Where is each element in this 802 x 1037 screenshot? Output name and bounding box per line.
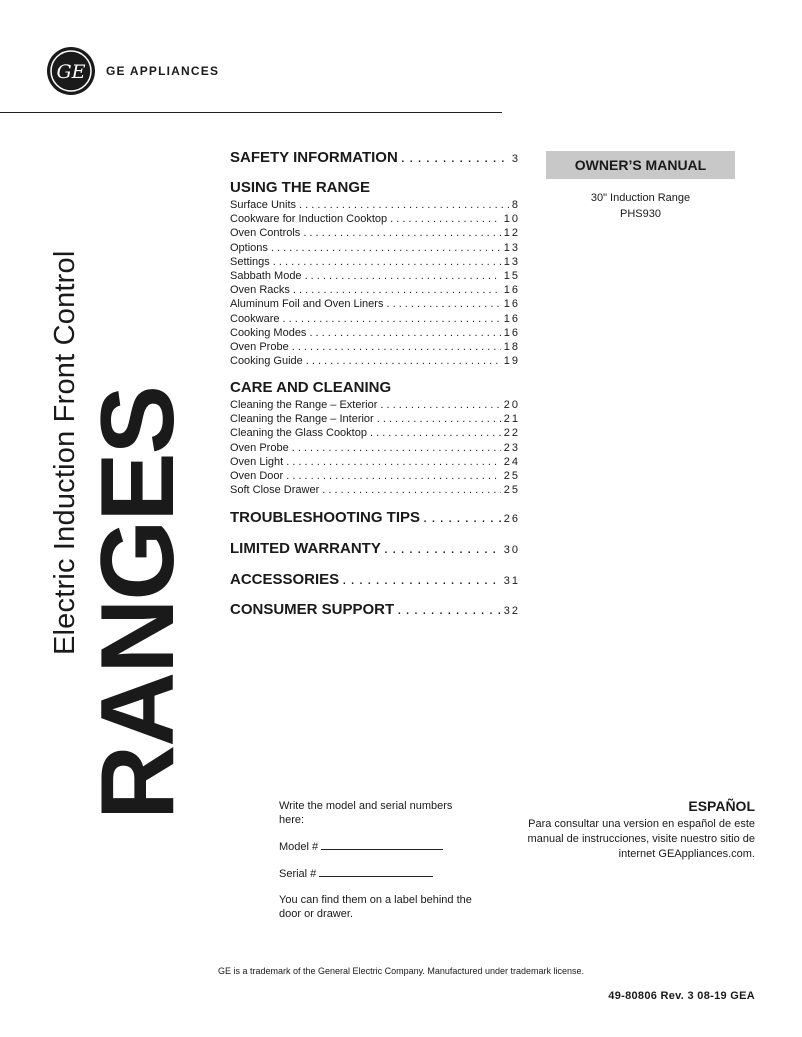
model-description <box>546 190 735 222</box>
toc-leader <box>397 600 501 620</box>
owners-manual-badge: OWNER’S MANUAL <box>546 151 735 179</box>
toc-section-heading[interactable] <box>230 508 520 529</box>
toc-leader <box>273 255 501 269</box>
toc-page-number: 10 <box>503 213 520 226</box>
toc-leader <box>286 469 501 483</box>
toc-page-number: 25 <box>503 484 520 497</box>
toc-leader <box>342 570 501 590</box>
toc-page-number: 20 <box>503 399 520 411</box>
toc-entry-label: Oven Racks <box>230 284 290 297</box>
write-intro: Write the model and serial numbers here: <box>279 800 453 826</box>
toc-section-heading[interactable] <box>230 570 520 591</box>
toc-entry-label: Settings <box>230 255 270 268</box>
model-line <box>279 839 479 854</box>
toc-entry[interactable] <box>230 241 520 255</box>
toc-page-number: 25 <box>503 470 520 483</box>
model-blank <box>321 839 443 850</box>
toc-section-heading[interactable] <box>230 539 520 560</box>
toc-leader <box>377 412 501 426</box>
toc-section-title: SAFETY INFORMATION <box>230 149 398 166</box>
logo-text: GE <box>56 61 86 83</box>
toc-page-number: 26 <box>503 513 520 525</box>
toc-section <box>230 600 520 621</box>
toc-entry[interactable] <box>230 198 520 212</box>
espanol-text: Para consultar una version en español de este manual de instrucciones, visite nuestro sitio de internet GEAppliances.com. <box>527 818 755 860</box>
toc-leader <box>386 297 500 311</box>
model-serial-section <box>279 799 479 933</box>
toc-page-number: 22 <box>503 427 520 440</box>
toc-entry-label: Oven Probe <box>230 341 289 354</box>
toc-section-heading[interactable] <box>230 378 520 398</box>
toc-entry[interactable] <box>230 441 520 455</box>
toc-section-title: CONSUMER SUPPORT <box>230 601 395 618</box>
toc-section-title: USING THE RANGE <box>230 179 371 196</box>
toc-entry[interactable] <box>230 297 520 311</box>
toc-leader <box>384 539 501 559</box>
toc-entry-label: Sabbath Mode <box>230 270 302 283</box>
toc-leader <box>293 283 501 297</box>
toc-entry[interactable] <box>230 340 520 354</box>
espanol-title: ESPAÑOL <box>688 798 755 814</box>
header-divider <box>0 112 502 113</box>
toc-section-title: LIMITED WARRANTY <box>230 540 381 557</box>
toc-leader <box>390 212 501 226</box>
product-title: RANGES <box>80 387 196 820</box>
write-hint: You can find them on a label behind the door or drawer. <box>279 894 472 920</box>
toc-entry-label: Oven Door <box>230 470 284 483</box>
ge-logo-icon <box>46 46 96 96</box>
toc-entry-label: Oven Controls <box>230 227 301 240</box>
toc-page-number: 19 <box>503 355 520 368</box>
toc-entry[interactable] <box>230 483 520 497</box>
toc-page-number: 8 <box>511 199 520 211</box>
toc-entry-label: Surface Units <box>230 199 297 211</box>
toc-page-number: 13 <box>503 255 520 268</box>
toc-page-number: 31 <box>503 575 520 587</box>
toc-page-number: 13 <box>503 241 520 254</box>
model-label: Model # <box>279 841 319 853</box>
toc-section-heading[interactable] <box>230 178 520 198</box>
toc-leader <box>303 226 500 240</box>
document-number: 49-80806 Rev. 3 08-19 GEA <box>608 990 755 1002</box>
serial-line <box>279 866 479 881</box>
toc-leader <box>370 426 501 440</box>
toc-section-heading[interactable] <box>230 148 520 169</box>
toc-leader <box>309 326 500 340</box>
toc-entry[interactable] <box>230 312 520 326</box>
toc-page-number: 32 <box>503 605 520 617</box>
toc-entry[interactable] <box>230 455 520 469</box>
toc-section <box>230 539 520 560</box>
toc-entry-label: Cleaning the Range – Interior <box>230 413 374 426</box>
toc-section <box>230 570 520 591</box>
toc-leader <box>305 269 501 283</box>
product-subtitle: Electric Induction Front Control <box>49 250 81 655</box>
toc-entry-label: Oven Probe <box>230 441 289 454</box>
toc-entry-label: Options <box>230 241 268 254</box>
range-type: 30" Induction Range <box>590 192 691 204</box>
toc-entry[interactable] <box>230 269 520 283</box>
toc-leader <box>306 354 501 368</box>
toc-page-number: 15 <box>503 270 520 283</box>
toc-entry[interactable] <box>230 226 520 240</box>
toc-entry[interactable] <box>230 426 520 440</box>
toc-page-number: 18 <box>503 341 520 354</box>
toc-entry-label: Aluminum Foil and Oven Liners <box>230 298 384 311</box>
toc-entry-label: Cleaning the Glass Cooktop <box>230 427 367 440</box>
toc-entry[interactable] <box>230 283 520 297</box>
toc-page-number: 23 <box>503 441 520 454</box>
toc-entry-label: Cookware <box>230 312 280 325</box>
toc-entry[interactable] <box>230 469 520 483</box>
toc-entry-label: Oven Light <box>230 455 284 468</box>
toc-entry-label: Cookware for Induction Cooktop <box>230 213 388 226</box>
toc-section-title: TROUBLESHOOTING TIPS <box>230 509 421 526</box>
toc-entry-label: Cooking Guide <box>230 355 303 368</box>
model-number: PHS930 <box>620 208 661 220</box>
brand-name: GE APPLIANCES <box>106 64 220 78</box>
toc-page-number: 24 <box>503 455 520 468</box>
serial-label: Serial # <box>279 868 317 880</box>
toc-section-heading[interactable] <box>230 600 520 621</box>
toc-entry[interactable] <box>230 326 520 340</box>
toc-section <box>230 148 520 169</box>
toc-entry-label: Cooking Modes <box>230 326 307 339</box>
serial-blank <box>319 866 433 877</box>
toc-entry[interactable] <box>230 354 520 368</box>
toc-section <box>230 508 520 529</box>
toc-page-number: 3 <box>511 153 520 165</box>
toc-leader <box>271 241 501 255</box>
toc-section <box>230 378 520 497</box>
toc-page-number: 16 <box>503 298 520 311</box>
toc-section-title: CARE AND CLEANING <box>230 379 392 396</box>
toc-leader <box>299 198 509 212</box>
toc-entry-label: Cleaning the Range – Exterior <box>230 399 378 411</box>
toc-leader <box>286 455 501 469</box>
toc-page-number: 30 <box>503 544 520 556</box>
toc-page-number: 12 <box>503 227 520 240</box>
toc-leader <box>283 312 501 326</box>
toc-section-title: ACCESSORIES <box>230 571 340 588</box>
toc-page-number: 21 <box>503 413 520 426</box>
toc-entry[interactable] <box>230 412 520 426</box>
toc-section <box>230 178 520 368</box>
toc-page-number: 16 <box>503 284 520 297</box>
toc-leader <box>401 148 509 168</box>
toc-leader <box>423 508 501 528</box>
toc-page-number: 16 <box>503 326 520 339</box>
toc-leader <box>292 340 501 354</box>
toc-leader <box>322 483 500 497</box>
trademark-notice: GE is a trademark of the General Electric Company. Manufactured under trademark license. <box>218 966 584 976</box>
toc-entry[interactable] <box>230 212 520 226</box>
toc-entry[interactable] <box>230 398 520 412</box>
toc-leader <box>292 441 501 455</box>
toc-page-number: 16 <box>503 312 520 325</box>
toc-entry-label: Soft Close Drawer <box>230 484 320 497</box>
toc-leader <box>380 398 500 412</box>
toc-entry[interactable] <box>230 255 520 269</box>
